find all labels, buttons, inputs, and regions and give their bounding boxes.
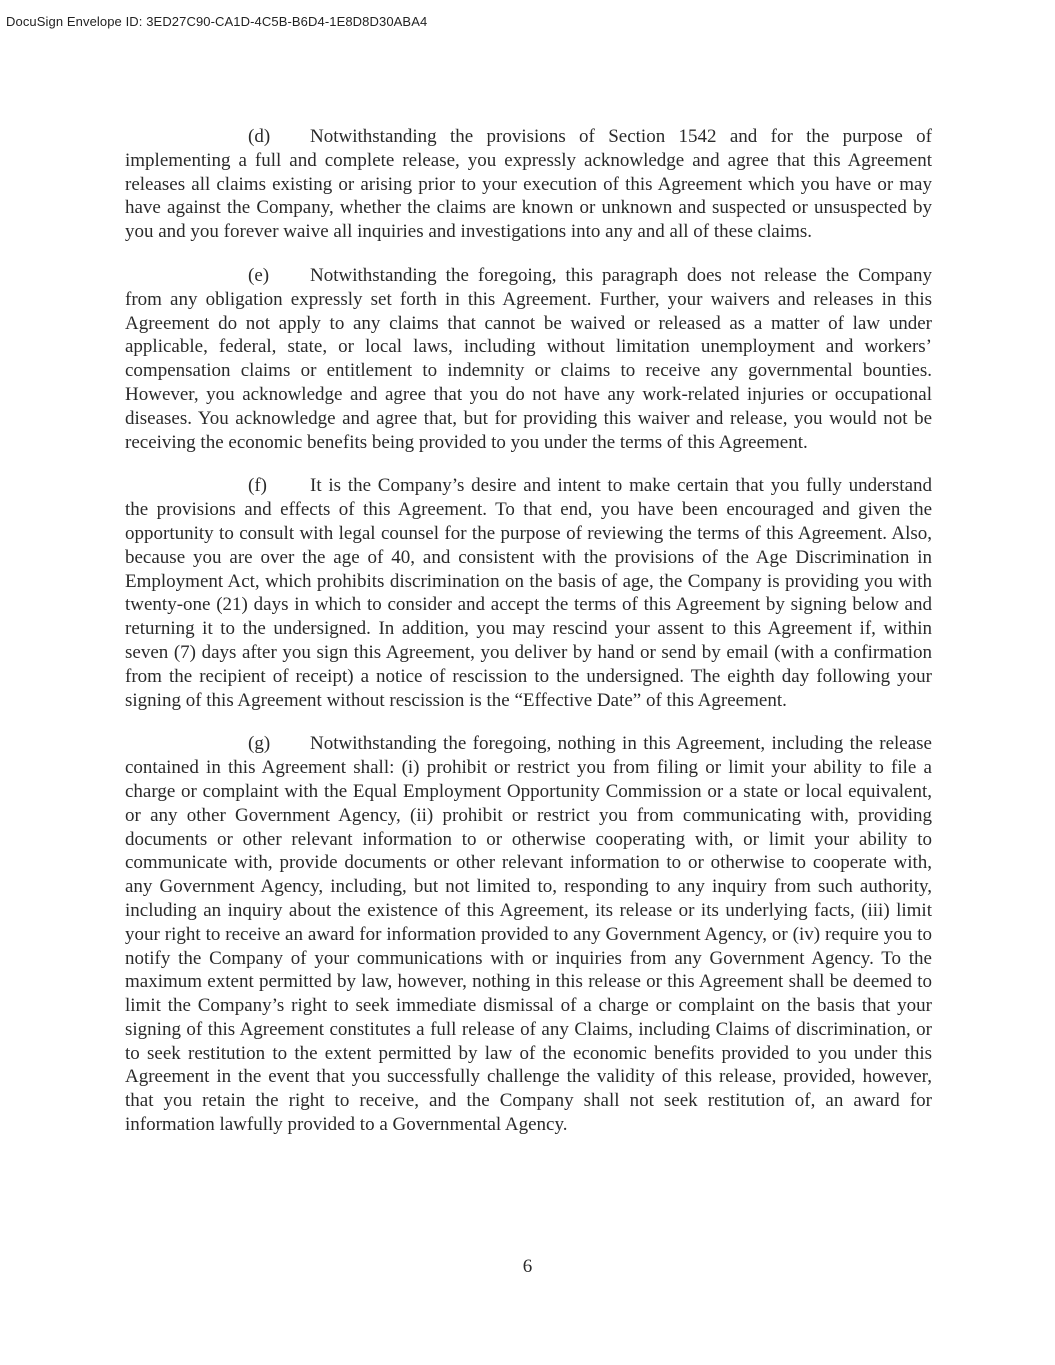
paragraph-text: Notwithstanding the foregoing, nothing in this Agreement, including the release contained in this Agreement shall: (i) prohibit or restrict you from filing or limit your ability to file a charge or complaint with the Equal Employment Opportunity Commission or a state or local equivalent, or any other Government Agency, (ii) prohibit or restrict you from communicating with, providing documents or other relevant information to or otherwise cooperating with, or limit your ability to communicate with, provide documents or other relevant information to or otherwise to cooperate with, any Government Agency, including, but not limited to, responding to any inquiry from such authority, including an inquiry about the existence of this Agreement, its release or its underlying facts, (iii) limit your right to receive an award for information provided to any Government Agency, or (iv) require you to notify the Company of your communications with or inquiries from any Government Agency. To the maximum extent permitted by law, however, nothing in this release or this Agreement shall be deemed to limit the Company’s right to seek immediate dismissal of a charge or complaint on the basis that your signing of this Agreement constitutes a full release of any Claims, including Claims of discrimination, or to seek restitution to the extent permitted by law of the economic benefits provided to you under this Agreement in the event that you successfully challenge the validity of this release, provided, however, that you retain the right to receive, and the Company shall not seek restitution of, an award for information lawfully provided to a Governmental Agency. bbox=[125, 733, 932, 1136]
paragraph-label: (f) bbox=[248, 475, 267, 497]
paragraph-f bbox=[125, 474, 932, 712]
paragraph-e bbox=[125, 264, 932, 454]
paragraph-text: Notwithstanding the provisions of Section 1542 and for the purpose of implementing a full and complete release, you expressly acknowledge and agree that this Agreement releases all claims existing or arising prior to your execution of this Agreement which you have or may have against the Company, whether the claims are known or unknown and suspected or unsuspected by you and you forever waive all inquiries and investigations into any and all of these claims. bbox=[125, 126, 932, 243]
paragraph-d bbox=[125, 125, 932, 244]
paragraph-text: Notwithstanding the foregoing, this paragraph does not release the Company from any obligation expressly set forth in this Agreement. Further, your waivers and releases in this Agreement do not apply to any claims that cannot be waived or released as a matter of law under applicable, federal, state, or local laws, including without limitation unemployment and workers’ compensation claims or entitlement to indemnity or claims to receive any governmental bounties. However, you acknowledge and agree that you do not have any work-related injuries or occupational diseases. You acknowledge and agree that, but for providing this waiver and release, you would not be receiving the economic benefits being provided to you under the terms of this Agreement. bbox=[125, 264, 932, 453]
page-number: 6 bbox=[522, 1256, 533, 1277]
paragraph-label: (d) bbox=[248, 126, 271, 147]
paragraph-g bbox=[125, 732, 932, 1137]
paragraph-text: It is the Company’s desire and intent to make certain that you fully understand the provisions and effects of this Agreement. To that end, you have been encouraged and given the opportunity to consult with legal counsel for the purpose of reviewing the terms of this Agreement. Also, because you are over the age of 40, and consistent with the provisions of the Age Discrimination in Employment Act, which prohibits discrimination on the basis of age, the Company is providing you with twenty-one (21) days in which to consider and accept the terms of this Agreement by signing below and returning it to the undersigned. In addition, you may rescind your assent to this Agreement if, within seven (7) days after you sign this Agreement, you deliver by hand or send by email (with a confirmation from the recipient of receipt) a notice of rescission to the undersigned. The eighth day following your signing of this Agreement without rescission is the “Effective Date” of this Agreement. bbox=[125, 475, 932, 711]
document-body bbox=[125, 125, 932, 1157]
paragraph-label: (e) bbox=[248, 264, 270, 286]
paragraph-label: (g) bbox=[248, 733, 271, 755]
docusign-envelope-id: DocuSign Envelope ID: 3ED27C90-CA1D-4C5B-B6D4-1E8D8D30ABA4 bbox=[6, 14, 428, 29]
